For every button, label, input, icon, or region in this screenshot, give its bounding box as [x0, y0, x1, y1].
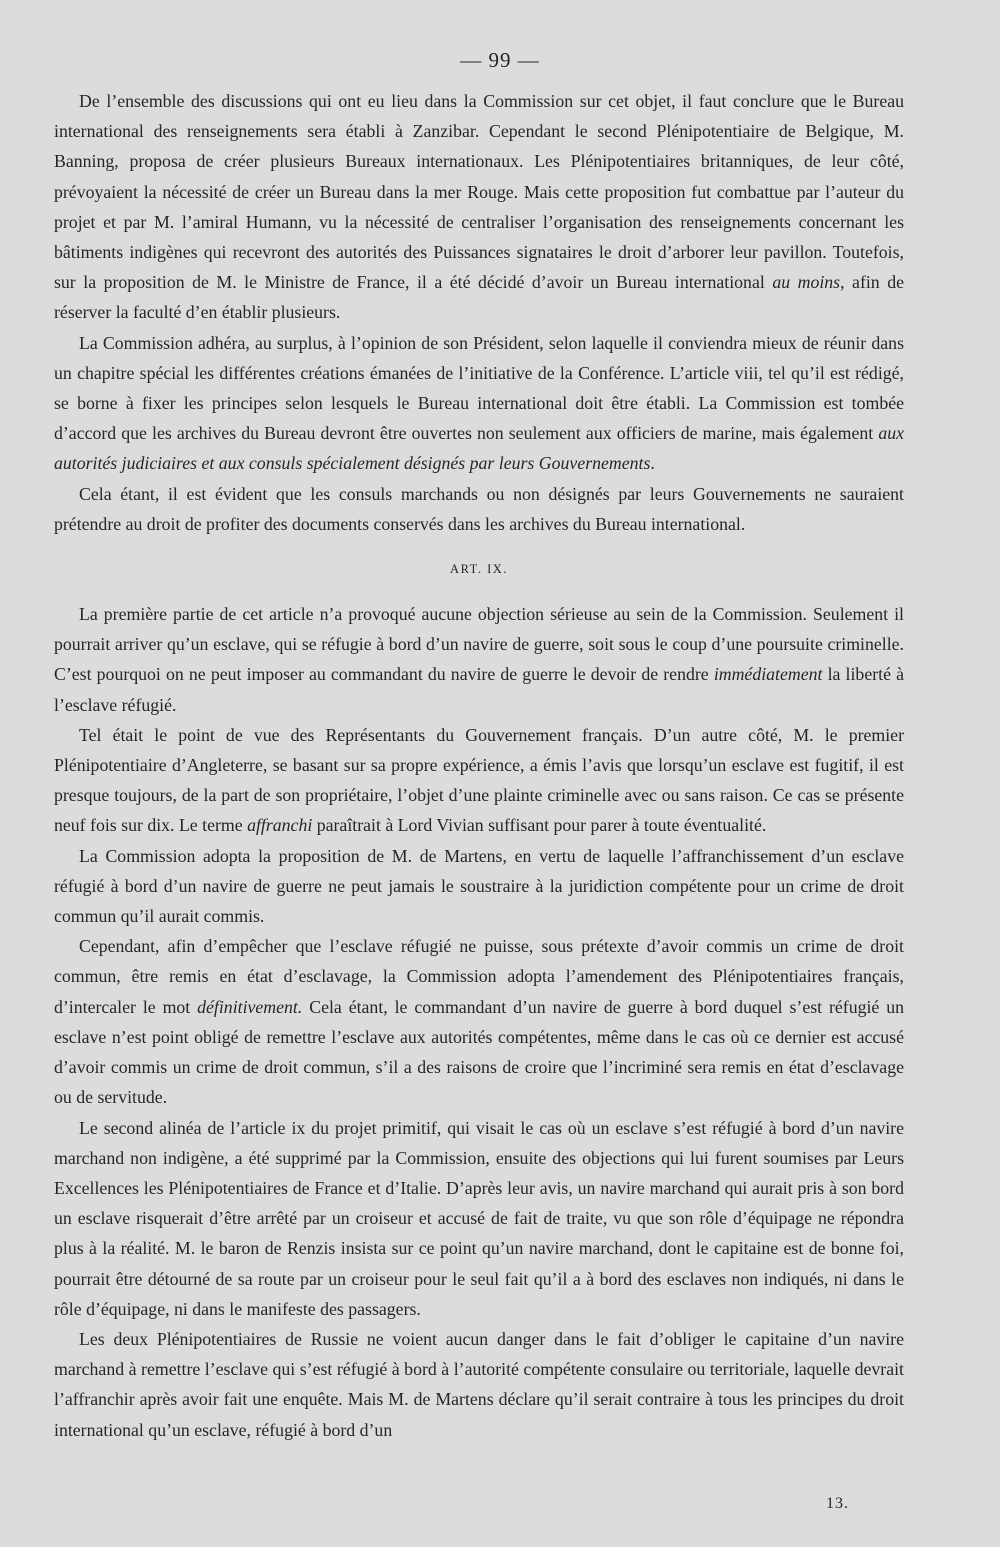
italic-text: aux autorités judiciaires et aux consuls spécialement désignés par leurs Gouvernements	[54, 423, 904, 474]
italic-text: immédiatement	[713, 664, 823, 685]
paragraph	[54, 1324, 904, 1445]
paragraphs-after-section	[54, 599, 904, 1445]
paragraph	[54, 479, 904, 539]
italic-text: affranchi	[247, 815, 313, 836]
text-run: La première partie de cet article n’a provoqué aucune objection sérieuse au sein de la Commission. Seulement il pourrait arriver qu’un esclave, qui se réfugie à bord d’un navire de guerre, soit sous le coup d’une poursuite criminelle. C’est pourquoi on ne peut imposer au commandant du navire de guerre le devoir de rendre	[54, 604, 904, 685]
text-run: la liberté à l’esclave réfugié.	[54, 664, 904, 715]
text-run: Le second alinéa de l’article ix du projet primitif, qui visait le cas où un esclave s’est réfugié à bord d’un navire marchand non indigène, a été supprimé par la Commission, ensuite des objections qui lui furent soumises par Leurs Excellences les Plénipotentiaires de France et d’Italie. D’après leur avis, un navire marchand qui aurait pris à son bord un esclave risquerait d’être arrêté par un croiseur et accusé de fait de traite, vu que son rôle d’équipage ne répondra plus à la réalité. M. le baron de Renzis insista sur ce point qu’un navire marchand, dont le capitaine est de bonne foi, pourrait être détourné de sa route par un croiseur pour le seul fait qu’il a à bord des esclaves non indiqués, ni dans le rôle d’équipage, ni dans le manifeste des passagers.	[54, 1117, 904, 1319]
italic-text: définitivement.	[197, 996, 303, 1017]
text-run: Cela étant, le commandant d’un navire de guerre à bord duquel s’est réfugié un esclave n’est point obligé de remettre l’esclave aux autorités compétentes, même dans le cas où ce dernier est accusé d’avoir commis un crime de droit commun, s’il a des raisons de croire que l’incriminé sera remis en état d’esclavage ou de servitude.	[54, 996, 905, 1108]
text-run: Tel était le point de vue des Représentants du Gouvernement français. D’un autre côté, M. le premier Plénipotentiaire d’Angleterre, se basant sur sa propre expérience, a émis l’avis que lorsqu’un esclave est fugitif, il est presque toujours, de la part de son propriétaire, l’objet d’une plainte criminelle avec ou sans raison. Ce cas se présente neuf fois sur dix. Le terme	[54, 724, 904, 836]
page-number: — 99 —	[460, 48, 540, 72]
text-run: La Commission adopta la proposition de M. de Martens, en vertu de laquelle l’affranchissement d’un esclave réfugié à bord d’un navire de guerre ne peut jamais le soustraire à la juridiction compétente pour un crime de droit commun qu’il aurait commis.	[54, 845, 904, 927]
paragraph	[54, 720, 904, 841]
text-run: , afin de réserver la faculté d’en établir plusieurs.	[54, 272, 904, 323]
paragraph	[54, 1113, 904, 1324]
text-run: .	[650, 453, 655, 474]
paragraph	[54, 86, 904, 328]
section-heading: ART. IX.	[450, 562, 508, 577]
paragraphs-before-section	[54, 86, 904, 539]
paragraph	[54, 328, 904, 479]
text-run: La Commission adhéra, au surplus, à l’opinion de son Président, selon laquelle il conviendra mieux de réunir dans un chapitre spécial les différentes créations émanées de l’initiative de la Conférence. L’article viii, tel qu’il est rédigé, se borne à fixer les principes selon lesquels le Bureau international doit être établi. La Commission est tombée d’accord que les archives du Bureau devront être ouvertes non seulement aux officiers de marine, mais également	[54, 332, 904, 444]
signature-mark: 13.	[826, 1495, 849, 1512]
text-run: Cependant, afin d’empêcher que l’esclave réfugié ne puisse, sous prétexte d’avoir commis un crime de droit commun, être remis en état d’esclavage, la Commission adopta l’amendement des Plénipotentiaires français, d’intercaler le mot	[54, 936, 904, 1017]
paragraph	[54, 841, 904, 932]
text-run: paraîtrait à Lord Vivian suffisant pour parer à toute éventualité.	[312, 815, 767, 836]
text-run: Cela étant, il est évident que les consuls marchands ou non désignés par leurs Gouvernements ne sauraient prétendre au droit de profiter des documents conservés dans les archives du Bureau international.	[54, 483, 904, 534]
text-run: Les deux Plénipotentiaires de Russie ne voient aucun danger dans le fait d’obliger le capitaine d’un navire marchand à remettre l’esclave qui s’est réfugié à bord à l’autorité compétente consulaire ou territoriale, laquelle devrait l’affranchir après avoir fait une enquête. Mais M. de Martens déclare qu’il serait contraire à tous les principes du droit international qu’un esclave, réfugié à bord d’un	[54, 1328, 904, 1440]
paragraph	[54, 931, 904, 1112]
text-run: De l’ensemble des discussions qui ont eu lieu dans la Commission sur cet objet, il faut conclure que le Bureau international des renseignements sera établi à Zanzibar. Cependant le second Plénipotentiaire de Belgique, M. Banning, proposa de créer plusieurs Bureaux internationaux. Les Plénipotentiaires britanniques, de leur côté, prévoyaient la nécessité de créer un Bureau dans la mer Rouge. Mais cette proposition fut combattue par l’auteur du projet et par M. l’amiral Humann, vu la nécessité de centraliser l’organisation des renseignements concernant les bâtiments indigènes qui recevront des autorités des Puissances signataires le droit d’arborer leur pavillon. Toutefois, sur la proposition de M. le Ministre de France, il a été décidé d’avoir un Bureau international	[54, 91, 904, 293]
body-text	[54, 86, 904, 1445]
paragraph	[54, 599, 904, 720]
italic-text: au moins	[772, 272, 841, 293]
